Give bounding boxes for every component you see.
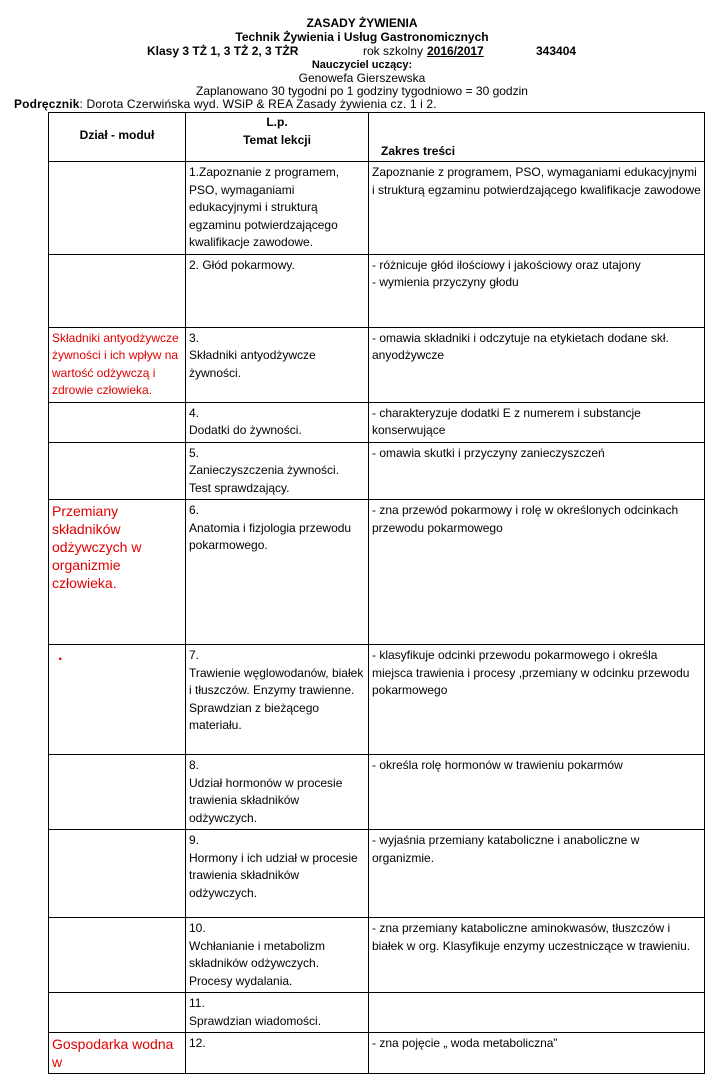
table-row [49,500,705,645]
topic-cell: 2. Głód pokarmowy. [186,254,369,327]
topic-cell: 4. Dodatki do żywności. [186,402,369,442]
scope-cell: - różnicuje głód ilościowy i jakościowy oraz utajony - wymienia przyczyny głodu [369,254,705,327]
table-row [49,830,705,918]
header-scope: Zakres treści [369,113,705,162]
scope-cell: - zna przewód pokarmowy i rolę w określonych odcinkach przewodu pokarmowego [369,500,705,645]
table-header-row [49,113,705,162]
table-row [49,993,705,1033]
table-row [49,918,705,993]
table-row [49,442,705,500]
topic-cell: 12. [186,1033,369,1074]
module-cell [49,254,186,327]
module-cell: Przemiany składników odżywczych w organizmie człowieka. [49,500,186,645]
module-cell: Gospodarka wodna w [49,1033,186,1074]
scope-cell: - wyjaśnia przemiany kataboliczne i anaboliczne w organizmie. [369,830,705,918]
header-topic-label: Temat lekcji [243,132,311,147]
scope-cell: - zna pojęcie „ woda metaboliczna” [369,1033,705,1074]
scope-cell: Zapoznanie z programem, PSO, wymaganiami edukacyjnymi i strukturą egzaminu potwierdzającego kwalifikacje zawodowe [369,162,705,255]
classes-label: Klasy 3 TŻ 1, 3 TŻ 2, 3 TŻR [147,44,299,58]
topic-cell: 1.Zapoznanie z programem, PSO, wymaganiami edukacyjnymi i strukturą egzaminu potwierdzającego kwalifikacje zawodowe. [186,162,369,255]
table-row [49,327,705,402]
scope-cell: - charakteryzuje dodatki E z numerem i substancje konserwujące [369,402,705,442]
scope-cell: - klasyfikuje odcinki przewodu pokarmowego i określa miejsca trawienia i procesy ,przemiany w odcinku przewodu pokarmowego [369,645,705,755]
table-row [49,755,705,830]
module-cell [49,993,186,1033]
topic-cell: 5. Zanieczyszczenia żywności. Test sprawdzający. [186,442,369,500]
module-cell [49,918,186,993]
school-year-label: rok szkolny [363,44,424,58]
teacher-label: Nauczyciel uczący: [311,59,413,71]
document-subtitle: Technik Żywienia i Usług Gastronomicznych [235,30,489,44]
table-row [49,645,705,755]
module-cell [49,162,186,255]
textbook-value: : Dorota Czerwińska wyd. WSiP & REA Zasady żywienia cz. 1 i 2. [79,97,437,111]
module-cell [49,830,186,918]
module-cell: Składniki antyodżywcze żywności i ich wpływ na wartość odżywczą i zdrowie człowieka. [49,327,186,402]
table-row [49,402,705,442]
textbook-line [14,97,437,111]
header-lp: L.p. [266,115,288,129]
program-code: 343404 [536,44,577,58]
table-row [49,162,705,255]
scope-cell: - omawia skutki i przyczyny zanieczyszczeń [369,442,705,500]
textbook-label: Podręcznik [14,97,80,111]
header-module: Dział - moduł [49,113,186,162]
topic-cell: 3. Składniki antyodżywcze żywności. [186,327,369,402]
scope-cell: - zna przemiany kataboliczne aminokwasów, tłuszczów i białek w org. Klasyfikuje enzymy uczestniczące w trawieniu. [369,918,705,993]
lesson-plan-table [48,112,705,1074]
topic-cell: 10. Wchłanianie i metabolizm składników odżywczych. Procesy wydalania. [186,918,369,993]
topic-cell: 11. Sprawdzian wiadomości. [186,993,369,1033]
topic-cell: 6. Anatomia i fizjologia przewodu pokarmowego. [186,500,369,645]
module-cell [49,442,186,500]
plan-summary: Zaplanowano 30 tygodni po 1 godziny tygodniowo = 30 godzin [196,84,528,98]
topic-cell: 9. Hormony i ich udział w procesie trawienia składników odżywczych. [186,830,369,918]
topic-cell: 8. Udział hormonów w procesie trawienia składników odżywczych. [186,755,369,830]
module-cell [49,402,186,442]
school-year-value: 2016/2017 [427,44,484,58]
class-line [0,44,724,58]
teacher-name: Genowefa Gierszewska [298,71,426,85]
header-topic [186,113,369,162]
document-title: ZASADY ŻYWIENIA [306,16,418,30]
red-dot-marker: . [58,647,63,664]
scope-cell [369,993,705,1033]
scope-cell: - określa rolę hormonów w trawieniu pokarmów [369,755,705,830]
module-cell [49,645,186,755]
scope-cell: - omawia składniki i odczytuje na etykietach dodane skł. anyodżywcze [369,327,705,402]
module-cell [49,755,186,830]
table-row [49,254,705,327]
table-row [49,1033,705,1074]
topic-cell: 7. Trawienie węglowodanów, białek i tłuszczów. Enzymy trawienne. Sprawdzian z bieżącego materiału. [186,645,369,755]
